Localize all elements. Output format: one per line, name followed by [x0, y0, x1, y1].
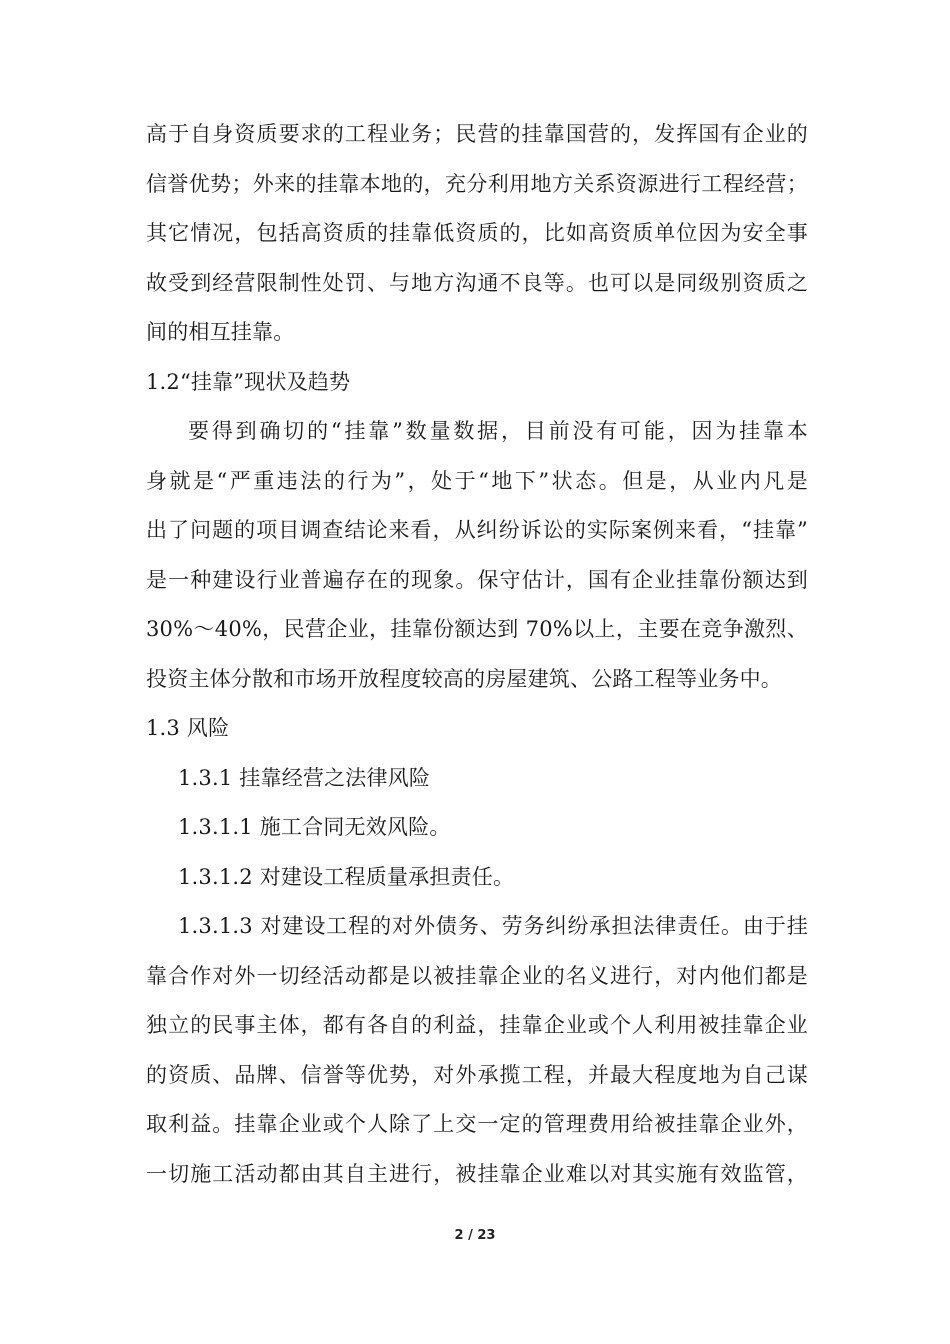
paragraph-line: 投资主体分散和市场开放程度较高的房屋建筑、公路工程等业务中。 [146, 666, 782, 691]
paragraph-line: 信誉优势；外来的挂靠本地的，充分利用地方关系资源进行工程经营； [146, 171, 808, 196]
paragraph-line: 的资质、品牌、信誉等优势，对外承揽工程，并最大程度地为自己谋 [146, 1062, 808, 1087]
paragraph-line: 高于自身资质要求的工程业务；民营的挂靠国营的，发挥国有企业的 [146, 122, 808, 146]
paragraph-line: 取利益。挂靠企业或个人除了上交一定的管理费用给被挂靠企业外， [146, 1112, 808, 1136]
paragraph-line: 其它情况，包括高资质的挂靠低资质的，比如高资质单位因为安全事 [146, 221, 808, 245]
paragraph-line: 身就是“严重违法的行为”，处于“地下”状态。但是，从业内凡是 [146, 468, 808, 493]
subsection-item-1-3-1-2: 1.3.1.2 对建设工程质量承担责任。 [178, 864, 515, 889]
subsection-item-1-3-1-1: 1.3.1.1 施工合同无效风险。 [178, 815, 451, 839]
paragraph-line: 间的相互挂靠。 [146, 320, 295, 344]
document-body [146, 110, 808, 1199]
paragraph-line: 故受到经营限制性处罚、与地方沟通不良等。也可以是同级别资质之 [146, 270, 808, 295]
paragraph-line: 要得到确切的“挂靠”数量数据，目前没有可能，因为挂靠本 [188, 419, 808, 443]
section-heading-1-3: 1.3 风险 [146, 716, 230, 740]
paragraph-line: 30%～40%，民营企业，挂靠份额达到 70%以上，主要在竞争激烈、 [146, 617, 808, 641]
paragraph-line: 靠合作对外一切经活动都是以被挂靠企业的名义进行，对内他们都是 [146, 963, 808, 988]
subsection-heading-1-3-1: 1.3.1 挂靠经营之法律风险 [178, 765, 431, 790]
subsection-item-1-3-1-3: 1.3.1.3 对建设工程的对外债务、劳务纠纷承担法律责任。由于挂 [178, 914, 808, 938]
page-number: 2 / 23 [454, 1228, 496, 1243]
paragraph-line: 出了问题的项目调查结论来看，从纠纷诉讼的实际案例来看，“挂靠” [146, 518, 808, 542]
section-heading-1-2: 1.2“挂靠”现状及趋势 [146, 369, 351, 394]
paragraph-line: 独立的民事主体，都有各自的利益，挂靠企业或个人利用被挂靠企业 [146, 1013, 808, 1037]
paragraph-line: 一切施工活动都由其自主进行，被挂靠企业难以对其实施有效监管， [146, 1161, 808, 1186]
paragraph-line: 是一种建设行业普遍存在的现象。保守估计，国有企业挂靠份额达到 [146, 567, 808, 592]
